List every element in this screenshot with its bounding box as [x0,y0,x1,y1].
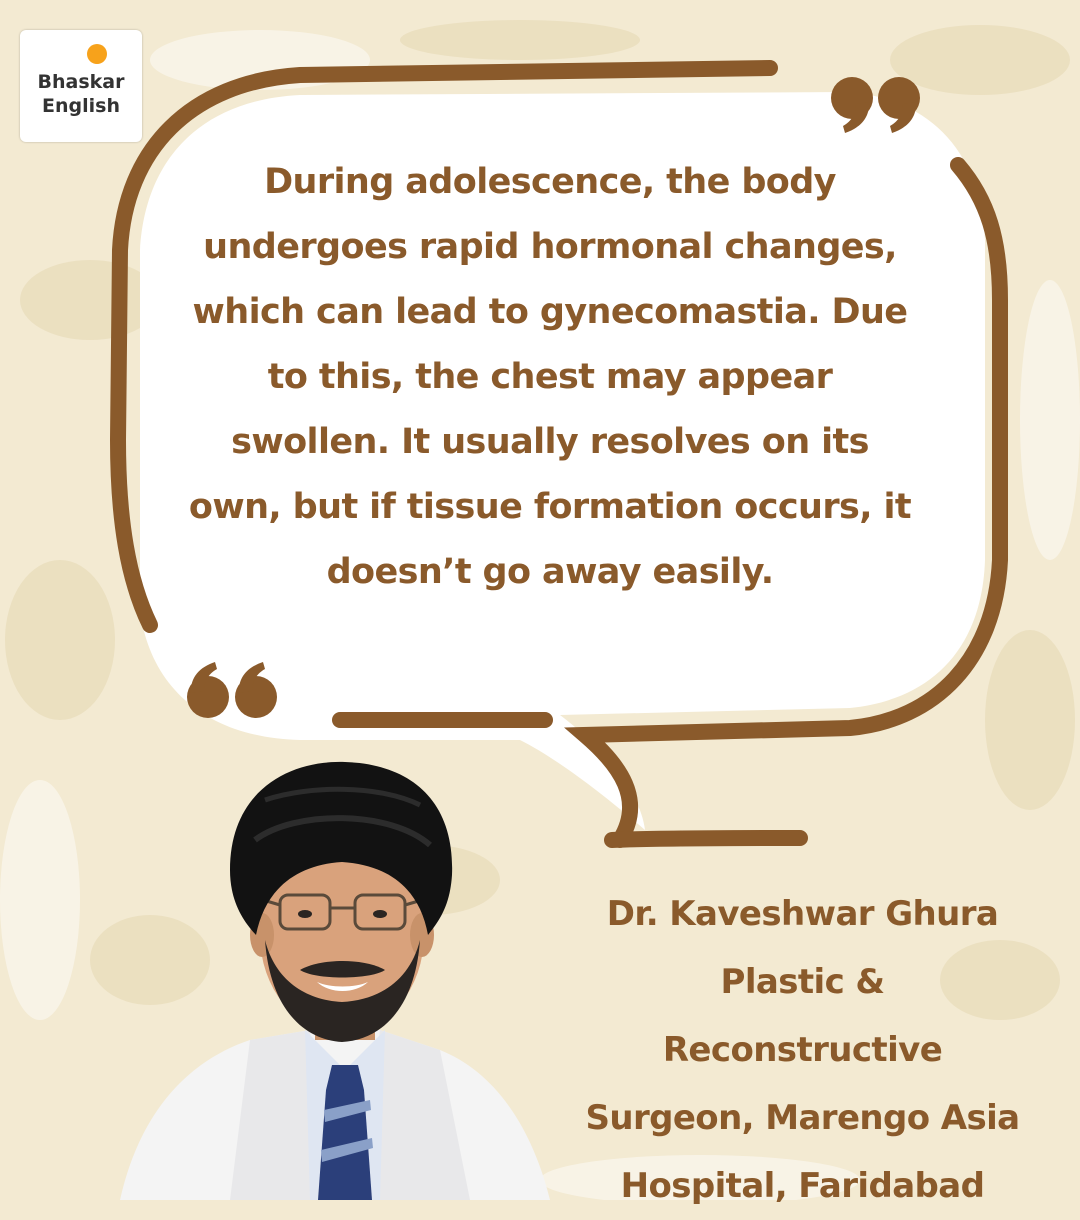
doctor-title-line-1: Plastic & [720,962,885,1002]
logo-line-2: English [42,95,120,117]
doctor-credit [555,880,1050,1220]
doctor-title-line-2: Reconstructive [662,1030,943,1070]
doctor-title-line-4: Hospital, Faridabad [620,1166,985,1206]
bubble-outline-tail [612,838,800,840]
doctor-title-line-3: Surgeon, Marengo Asia [585,1098,1020,1138]
doctor-portrait [80,730,560,1200]
logo-line-1: Bhaskar [37,71,125,93]
quote-text: During adolescence, the body undergoes rapid hormonal changes, which can lead to gynecomastia. Due to this, the chest may appear swollen. It usually resolves on its own, but if tissue formation occurs, it doesn’t go away easily. [188,162,912,592]
doctor-name: Dr. Kaveshwar Ghura [606,894,999,934]
